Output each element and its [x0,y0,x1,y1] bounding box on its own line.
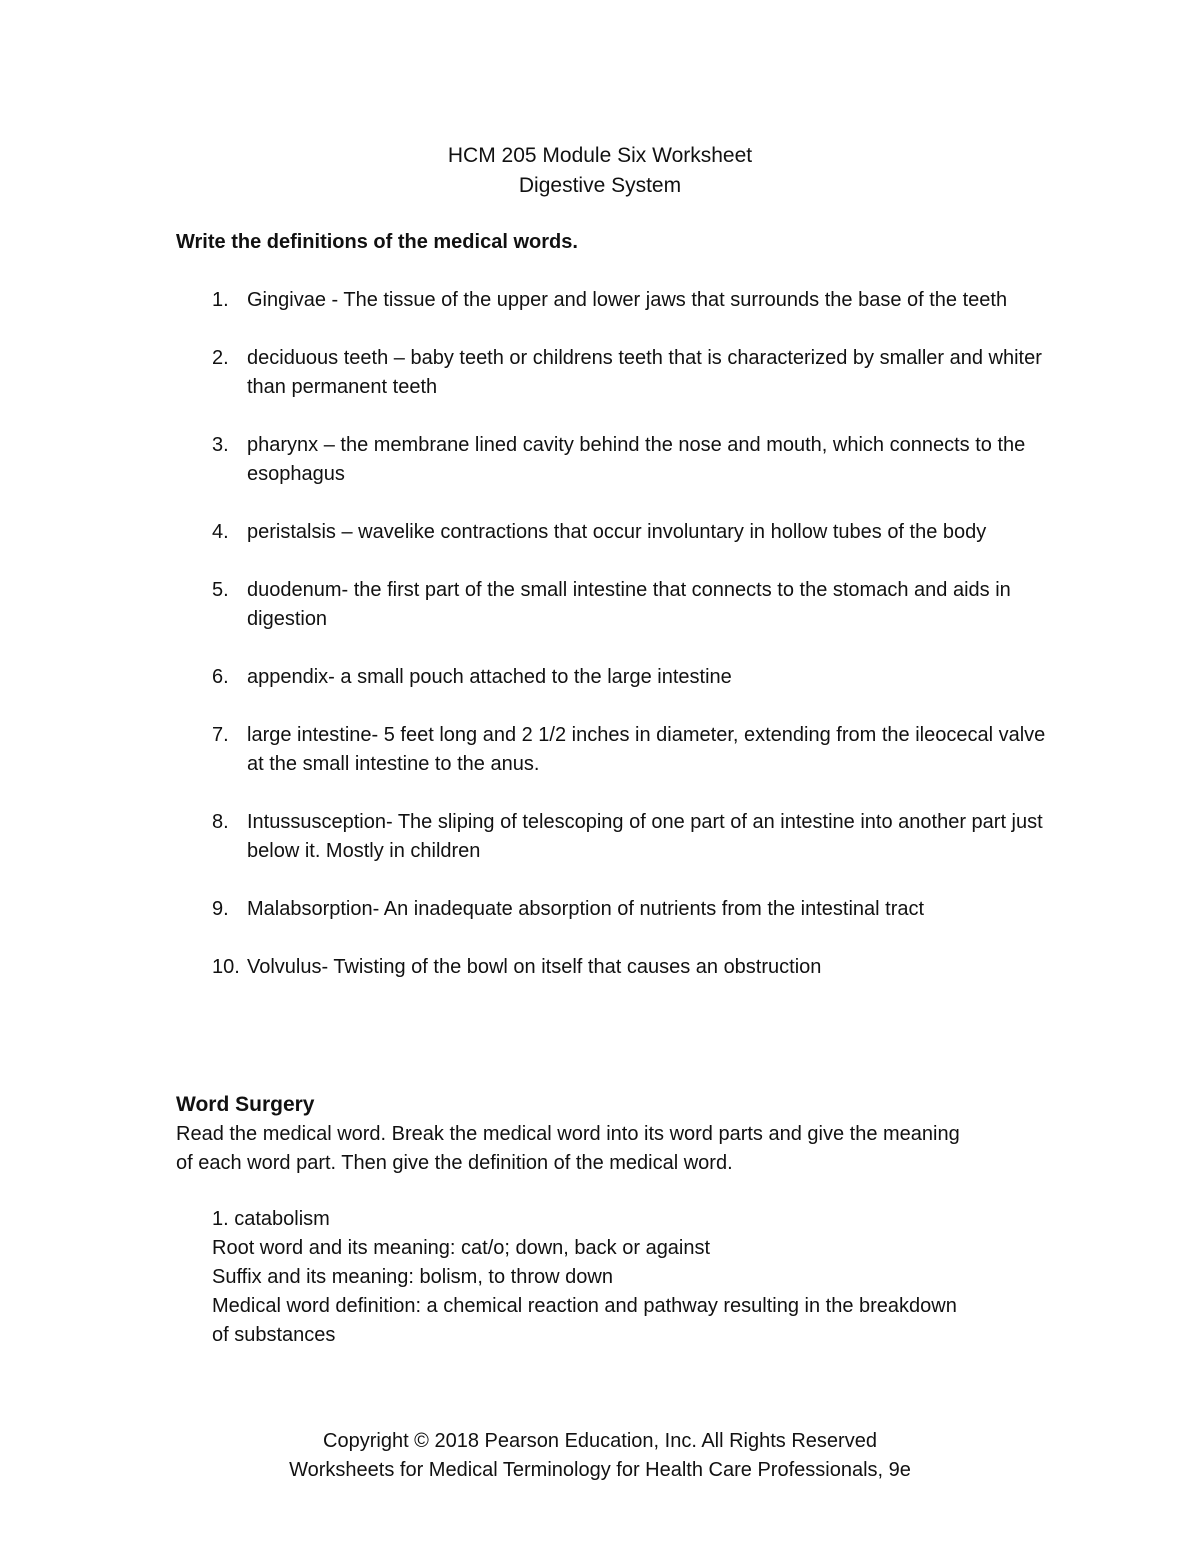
item-number: 5. [212,579,229,601]
item-text: duodenum- the first part of the small intestine that connects to the stomach and aids in digestion [247,579,1011,630]
item-text: Intussusception- The sliping of telescoping of one part of an intestine into another part just below it. Mostly in children [247,811,1043,862]
word-surgery-entry [212,1205,972,1350]
item-number: 9. [212,898,229,920]
entry-definition: Medical word definition: a chemical reaction and pathway resulting in the breakdown of substances [212,1295,957,1346]
list-item [176,518,1046,547]
item-text: large intestine- 5 feet long and 2 1/2 inches in diameter, extending from the ileocecal valve at the small intestine to the anus. [247,724,1046,775]
item-number: 4. [212,521,229,543]
item-number: 1. [212,289,229,311]
list-item [176,576,1046,634]
item-number: 8. [212,811,229,833]
list-item [176,895,1046,924]
list-item [176,431,1046,489]
word-surgery-instructions: Read the medical word. Break the medical word into its word parts and give the meaning of each word part. Then give the definition of the medical word. [176,1123,960,1174]
list-item [176,663,1046,692]
entry-word: 1. catabolism [212,1208,330,1230]
page-footer [0,1427,1200,1485]
item-text: pharynx – the membrane lined cavity behind the nose and mouth, which connects to the esophagus [247,434,1026,485]
source-line: Worksheets for Medical Terminology for Health Care Professionals, 9e [289,1459,911,1481]
list-item [176,953,1046,982]
item-text: appendix- a small pouch attached to the large intestine [247,666,732,688]
page-subtitle: Digestive System [518,174,682,197]
entry-suffix: Suffix and its meaning: bolism, to throw down [212,1266,613,1288]
list-item [176,286,1046,315]
item-text: Gingivae - The tissue of the upper and lower jaws that surrounds the base of the teeth [247,289,1008,311]
item-text: peristalsis – wavelike contractions that occur involuntary in hollow tubes of the body [247,521,987,543]
list-item [176,344,1046,402]
definitions-heading: Write the definitions of the medical words. [176,231,578,253]
word-surgery-heading: Word Surgery [176,1093,315,1116]
item-number: 2. [212,347,229,369]
item-number: 3. [212,434,229,456]
list-item [176,721,1046,779]
item-number: 7. [212,724,229,746]
entry-root: Root word and its meaning: cat/o; down, back or against [212,1237,711,1259]
page-title: HCM 205 Module Six Worksheet [447,144,753,167]
item-number: 6. [212,666,229,688]
item-text: Volvulus- Twisting of the bowl on itself that causes an obstruction [247,956,822,978]
item-text: deciduous teeth – baby teeth or childrens teeth that is characterized by smaller and whiter than permanent teeth [247,347,1042,398]
item-number: 10. [212,956,240,978]
copyright-line: Copyright © 2018 Pearson Education, Inc. All Rights Reserved [323,1430,877,1452]
list-item [176,808,1046,866]
title-block [0,141,1200,201]
definitions-list [176,286,1046,1011]
item-text: Malabsorption- An inadequate absorption of nutrients from the intestinal tract [247,898,925,920]
